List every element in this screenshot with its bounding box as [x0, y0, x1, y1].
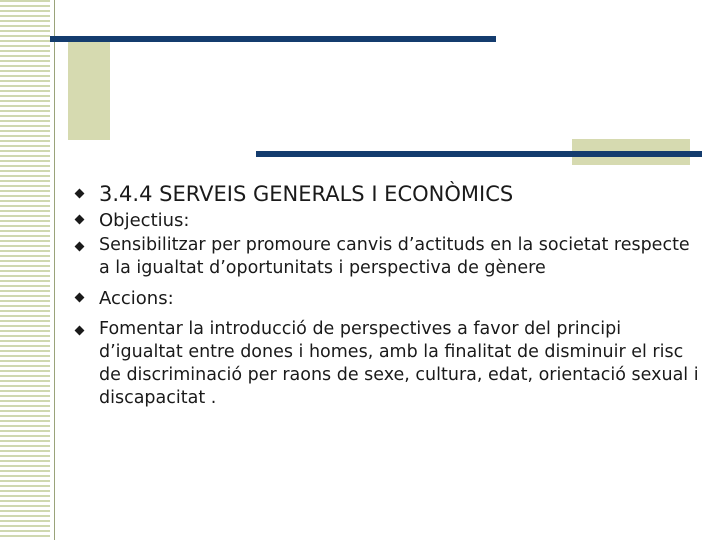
accent-bar-top: [50, 36, 496, 42]
bullet-objectius: [72, 208, 702, 234]
subheading-objectius: Objectius:: [99, 210, 190, 231]
diamond-bullet-icon: [75, 242, 85, 252]
decor-block-top: [68, 40, 110, 140]
left-vertical-rule: [54, 0, 55, 540]
diamond-bullet-icon: [75, 215, 85, 225]
bullet-heading-title: [72, 180, 702, 208]
diamond-bullet-icon: [75, 293, 85, 303]
bullet-accions: [72, 286, 702, 312]
objectius-text: Sensibilitzar per promoure canvis d’actituds en la societat respecte a la igualtat d’oportunitats i perspectiva de gènere: [99, 235, 690, 278]
diamond-bullet-icon: [75, 189, 85, 199]
accions-text: Fomentar la introducció de perspectives a favor del principi d’igualtat entre dones i homes, amb la finalitat de disminuir el risc de discriminació per raons de sexe, cultura, edat, orientació sexual i discapacitat .: [99, 319, 699, 408]
bullet-objectius-text: [72, 234, 702, 280]
subheading-accions: Accions:: [99, 288, 174, 309]
slide-content: [72, 180, 702, 410]
accent-bar-middle: [256, 151, 702, 157]
bullet-accions-text: [72, 318, 702, 410]
left-striped-margin: [0, 0, 50, 540]
diamond-bullet-icon: [75, 326, 85, 336]
slide-title: 3.4.4 SERVEIS GENERALS I ECONÒMICS: [99, 182, 514, 206]
